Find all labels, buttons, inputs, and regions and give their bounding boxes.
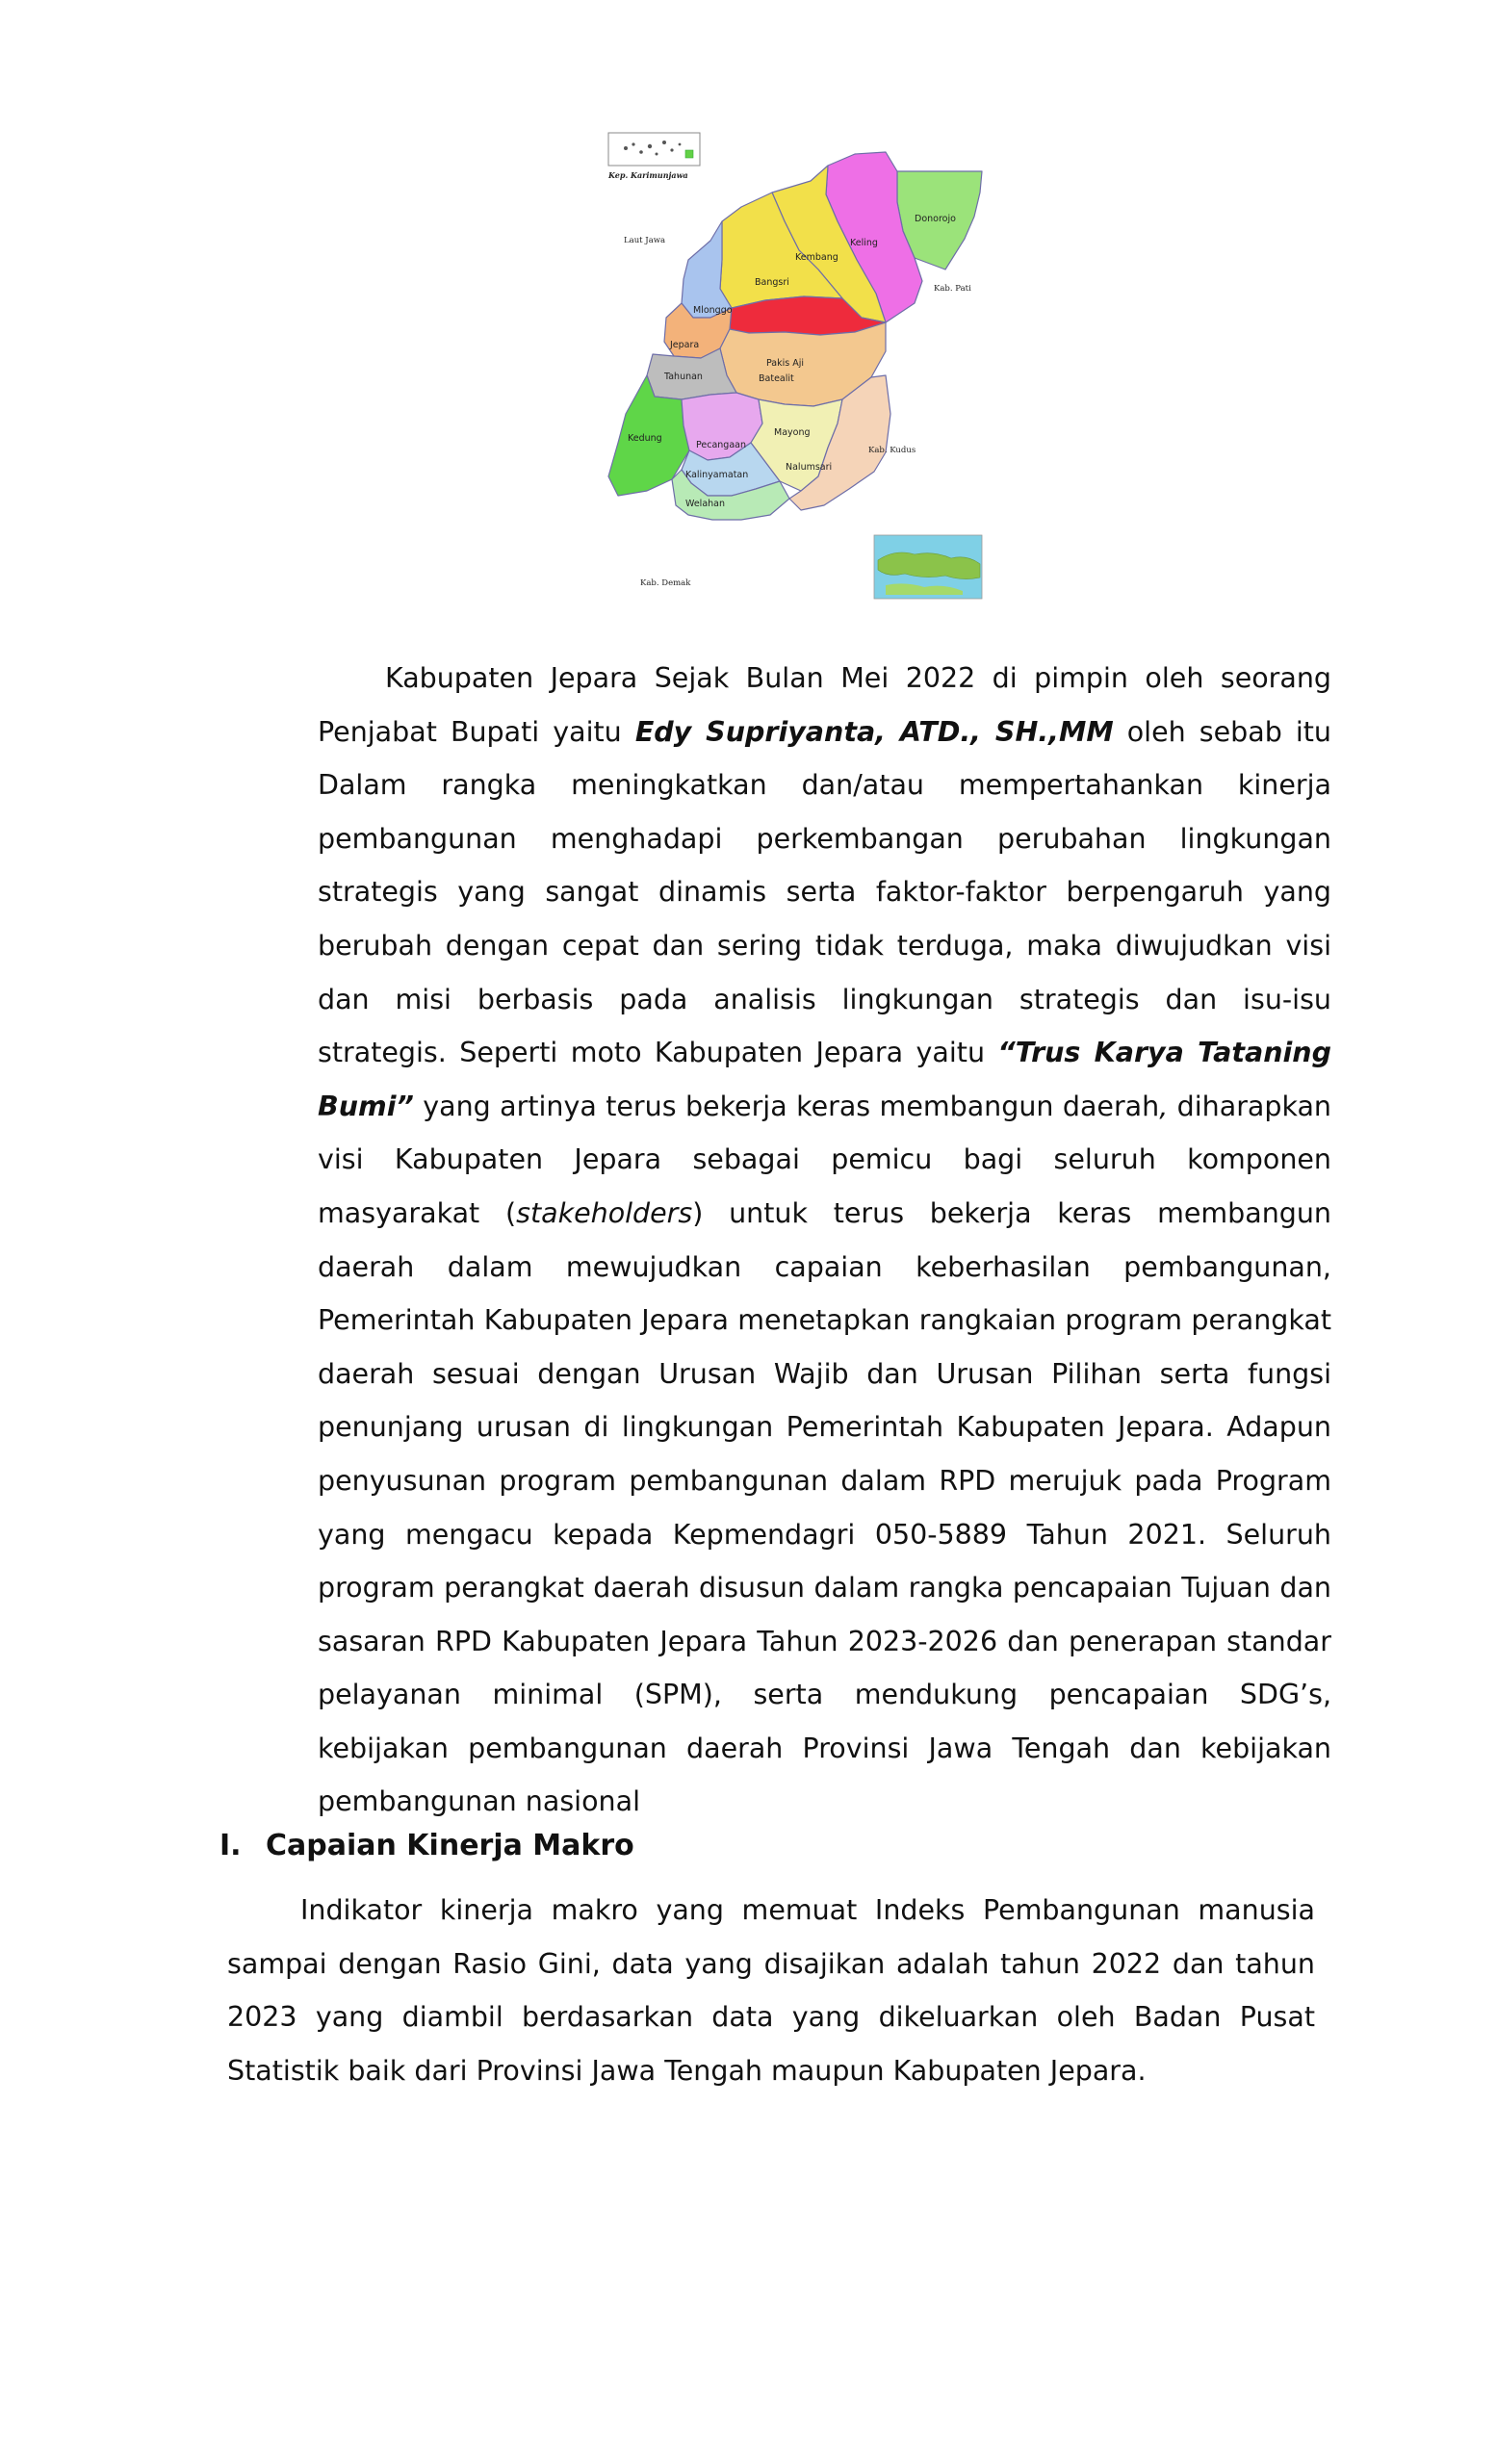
label-nalumsari: Nalumsari — [786, 462, 833, 473]
label-bangsri: Bangsri — [755, 277, 789, 288]
label-welahan: Welahan — [685, 499, 726, 509]
sea-label: Laut Jawa — [624, 236, 666, 245]
label-kab-kudus: Kab. Kudus — [868, 446, 916, 455]
intro-text-5: ) untuk terus bekerja keras membangun daerah dalam mewujudkan capaian keberhasilan pembangunan, Pemerintah Kabupaten Jepara menetapkan rangkaian program perangkat daerah sesuai dengan Urusan Wajib dan Urusan Pilihan serta fungsi penunjang urusan di lingkungan Pemerintah Kabupaten Jepara. Adapun penyusunan program pembangunan dalam RPD merujuk pada Program yang mengacu kepada Kepmendagri 050-5889 Tahun 2021. Seluruh program perangkat daerah disusun dalam rangka pencapaian Tujuan dan sasaran RPD Kabupaten Jepara Tahun 2023-2026 dan penerapan standar pelayanan minimal (SPM), serta mendukung pencapaian SDG’s, kebijakan pembangunan daerah Provinsi Jawa Tengah dan kebijakan pembangunan nasional — [318, 1196, 1331, 1818]
intro-comma: , — [1159, 1090, 1169, 1122]
label-pakis-aji: Pakis Aji — [766, 358, 805, 369]
label-kembang: Kembang — [795, 252, 838, 263]
stakeholders-term: stakeholders — [516, 1196, 693, 1229]
karimunjawa-inset — [607, 133, 700, 180]
label-donorojo: Donorojo — [915, 214, 956, 224]
map-svg — [597, 125, 992, 606]
jepara-district-map — [597, 125, 992, 606]
label-mlonggo: Mlonggo — [693, 305, 733, 316]
intro-text-1: Kabupaten Jepara Sejak Bulan Mei 2022 di pimpin oleh seorang Penjabat Bupati yaitu — [318, 662, 1331, 748]
label-tahunan: Tahunan — [664, 372, 703, 382]
label-batealit: Batealit — [759, 373, 794, 384]
label-kab-demak: Kab. Demak — [640, 578, 691, 588]
regent-name: Edy Supriyanta, ATD., SH.,MM — [634, 715, 1114, 748]
java-locator-inset — [874, 535, 982, 599]
label-kalinyamatan: Kalinyamatan — [685, 470, 749, 480]
intro-text-4: diharapkan visi Kabupaten Jepara sebagai pemicu bagi seluruh komponen masyarakat ( — [318, 1090, 1331, 1229]
section-title: Capaian Kinerja Makro — [266, 1829, 634, 1862]
intro-text-3: yang artinya terus bekerja keras membangun daerah — [413, 1090, 1160, 1122]
section-paragraph: Indikator kinerja makro yang memuat Indeks Pembangunan manusia sampai dengan Rasio Gini, data yang disajikan adalah tahun 2022 dan tahun 2023 yang diambil berdasarkan data yang dikeluarkan oleh Badan Pusat Statistik baik dari Provinsi Jawa Tengah maupun Kabupaten Jepara. — [227, 1894, 1315, 2087]
label-kab-pati: Kab. Pati — [934, 284, 971, 294]
regency-motto: “Trus Karya Tataning Bumi” — [318, 1037, 1331, 1122]
label-keling: Keling — [850, 238, 878, 248]
inset-frame — [608, 133, 700, 166]
section-heading — [219, 1824, 634, 1868]
section-number: I. — [219, 1829, 242, 1862]
label-jepara: Jepara — [670, 340, 700, 350]
intro-text-2: oleh sebab itu Dalam rangka meningkatkan dan/atau mempertahankan kinerja pembangunan menghadapi perkembangan perubahan lingkungan strategis yang sangat dinamis serta faktor-faktor berpengaruh yang berubah dengan cepat dan sering tidak terduga, maka diwujudkan visi dan misi berbasis pada analisis lingkungan strategis dan isu-isu strategis. Seperti moto Kabupaten Jepara yaitu — [318, 715, 1331, 1069]
label-pecangaan: Pecangaan — [696, 440, 746, 450]
label-mayong: Mayong — [774, 427, 811, 438]
intro-paragraph — [318, 652, 1331, 1829]
label-kedung: Kedung — [628, 433, 662, 444]
inset-label: Kep. Karimunjawa — [608, 170, 688, 180]
